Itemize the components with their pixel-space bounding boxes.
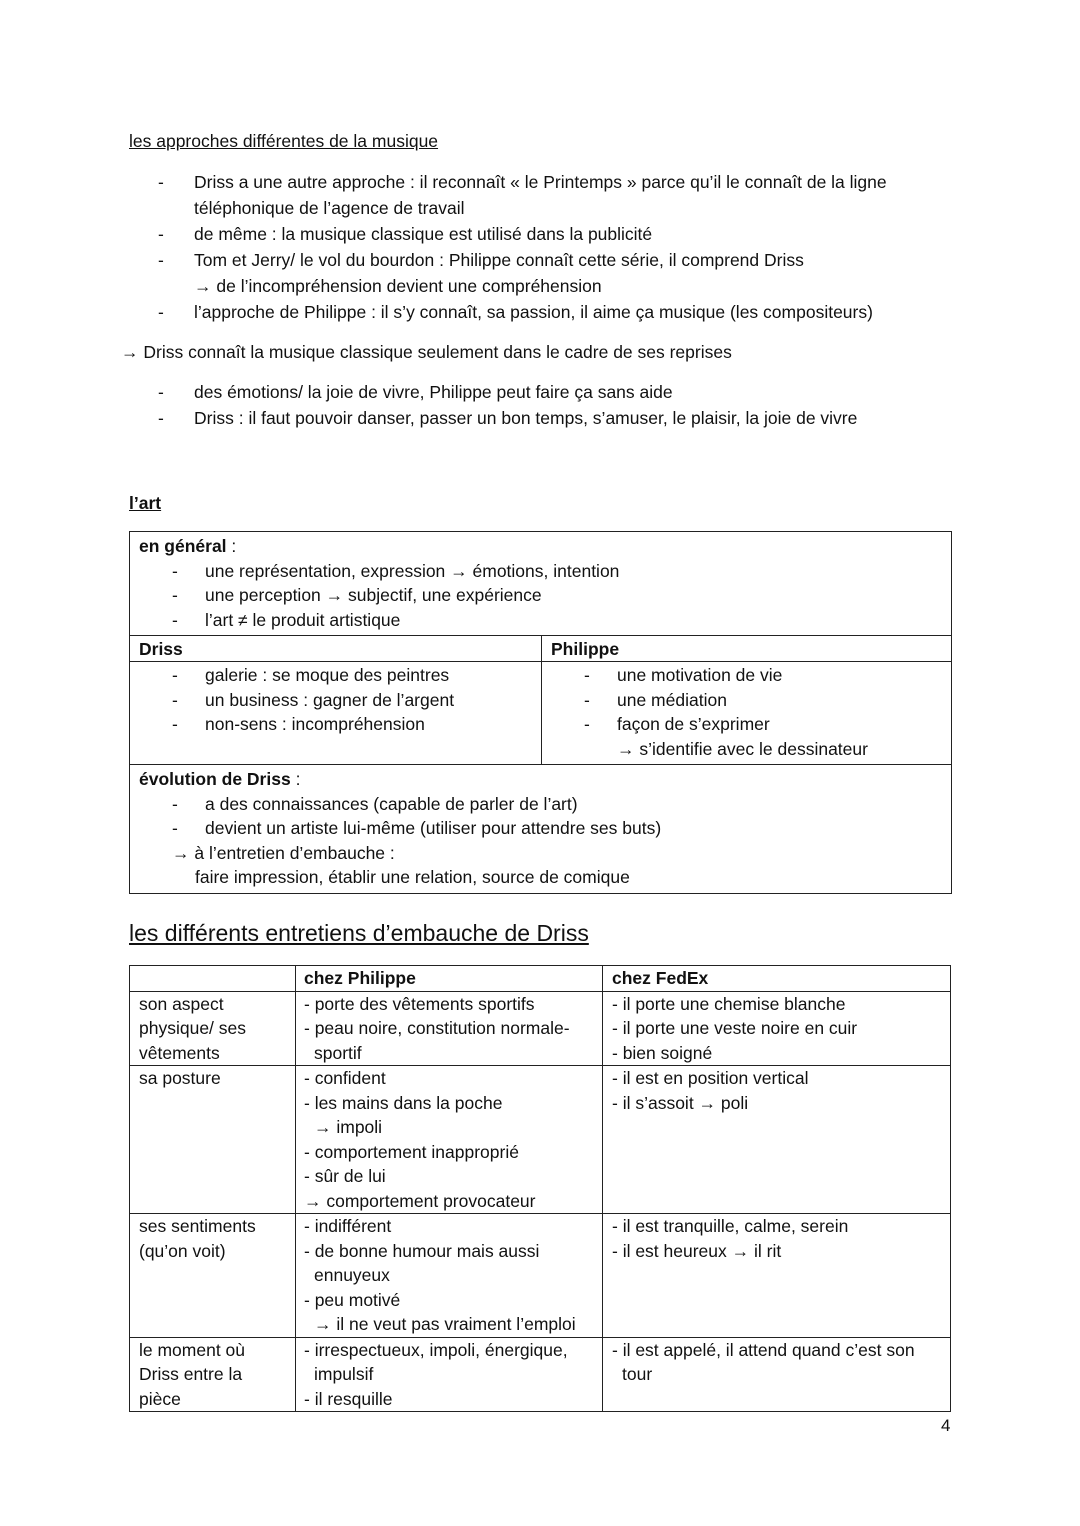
list-item: - une médiation [551,688,942,713]
music-list-2 [129,379,953,431]
philippe-cell: - irrespectueux, impoli, énergique, impulsif - il resquille [296,1337,603,1412]
table-row [130,1214,951,1338]
col-header-philippe: chez Philippe [296,966,603,992]
art-evolution: évolution de Driss : - a des connaissances (capable de parler de l’art) - devient un artiste lui-même (utiliser pour attendre ses buts) → à l’entretien d’embauche : faire impression, établir une relation, source de comique [130,765,951,893]
art-comparison [130,636,951,765]
philippe-header: Philippe [542,636,951,662]
list-item: - Driss : il faut pouvoir danser, passer un bon temps, s’amuser, le plaisir, la joie de vivre [129,405,953,431]
driss-header: Driss [130,636,541,662]
general-list [139,559,942,633]
evolution-label: évolution de Driss [139,769,291,789]
philippe-cell: - confident - les mains dans la poche → impoli - comportement inapproprié - sûr de lui → comportement provocateur [296,1066,603,1214]
list-item: - des émotions/ la joie de vivre, Philippe peut faire ça sans aide [129,379,953,405]
art-box [129,531,952,894]
art-heading: l’art [129,493,162,513]
table-row [130,991,951,1066]
row-label: son aspect physique/ ses vêtements [130,991,296,1066]
art-philippe-column [542,636,951,764]
list-item: - l’art ≠ le produit artistique [139,608,942,633]
list-item: - une perception → subjectif, une expérience [139,583,942,608]
interviews-heading: les différents entretiens d’embauche de Driss [129,920,589,946]
art-driss-column [130,636,542,764]
list-item: - Tom et Jerry/ le vol du bourdon : Philippe connaît cette série, il comprend Driss → de l’incompréhension devient une compréhension [129,247,953,299]
list-item: - un business : gagner de l’argent [139,688,532,713]
philippe-cell: - indifférent - de bonne humour mais aussi ennuyeux - peu motivé → il ne veut pas vraiment l’emploi [296,1214,603,1338]
list-item: - une motivation de vie [551,663,942,688]
fedex-cell: - il porte une chemise blanche - il porte une veste noire en cuir - bien soigné [603,991,951,1066]
evolution-list [139,792,942,841]
row-label: le moment où Driss entre la pièce [130,1337,296,1412]
list-item: - a des connaissances (capable de parler de l’art) [139,792,942,817]
col-header-fedex: chez FedEx [603,966,951,992]
list-item: - une représentation, expression → émotions, intention [139,559,942,584]
fedex-cell: - il est en position vertical - il s’assoit → poli [603,1066,951,1214]
list-item: - devient un artiste lui-même (utiliser pour attendre ses buts) [139,816,942,841]
driss-list [139,663,532,737]
list-item: - Driss a une autre approche : il reconnaît « le Printemps » parce qu’il le connaît de la ligne téléphonique de l’agence de travail [129,169,953,221]
general-label: en général [139,536,227,556]
music-list [129,169,953,325]
table-row [130,1337,951,1412]
music-heading: les approches différentes de la musique [129,131,439,151]
interviews-table [129,965,951,1412]
fedex-cell: - il est tranquille, calme, serein - il est heureux → il rit [603,1214,951,1338]
table-cell [130,966,296,992]
evolution-arrow: → à l’entretien d’embauche : [172,842,395,863]
music-section [121,128,953,431]
evolution-sub: faire impression, établir une relation, source de comique [195,867,630,887]
list-item: - façon de s’exprimer [551,712,942,737]
list-item: - galerie : se moque des peintres [139,663,532,688]
philippe-list [551,663,942,737]
row-label: ses sentiments (qu’on voit) [130,1214,296,1338]
list-item: - non-sens : incompréhension [139,712,532,737]
philippe-sub: → s’identifie avec le dessinateur [617,738,868,759]
list-item: - de même : la musique classique est utilisé dans la publicité [129,221,953,247]
table-header-row [130,966,951,992]
page-number: 4 [941,1416,951,1435]
row-label: sa posture [130,1066,296,1214]
fedex-cell: - il est appelé, il attend quand c’est son tour [603,1337,951,1412]
philippe-cell: - porte des vêtements sportifs - peau noire, constitution normale- sportif [296,991,603,1066]
music-conclusion: → Driss connaît la musique classique seulement dans le cadre de ses reprises [121,342,732,362]
art-general: en général : - une représentation, expression → émotions, intention - une perception → subjectif, une expérience - l’art ≠ le produit artistique [130,532,951,636]
table-row [130,1066,951,1214]
list-item: - l’approche de Philippe : il s’y connaît, sa passion, il aime ça musique (les compositeurs) [129,299,953,325]
